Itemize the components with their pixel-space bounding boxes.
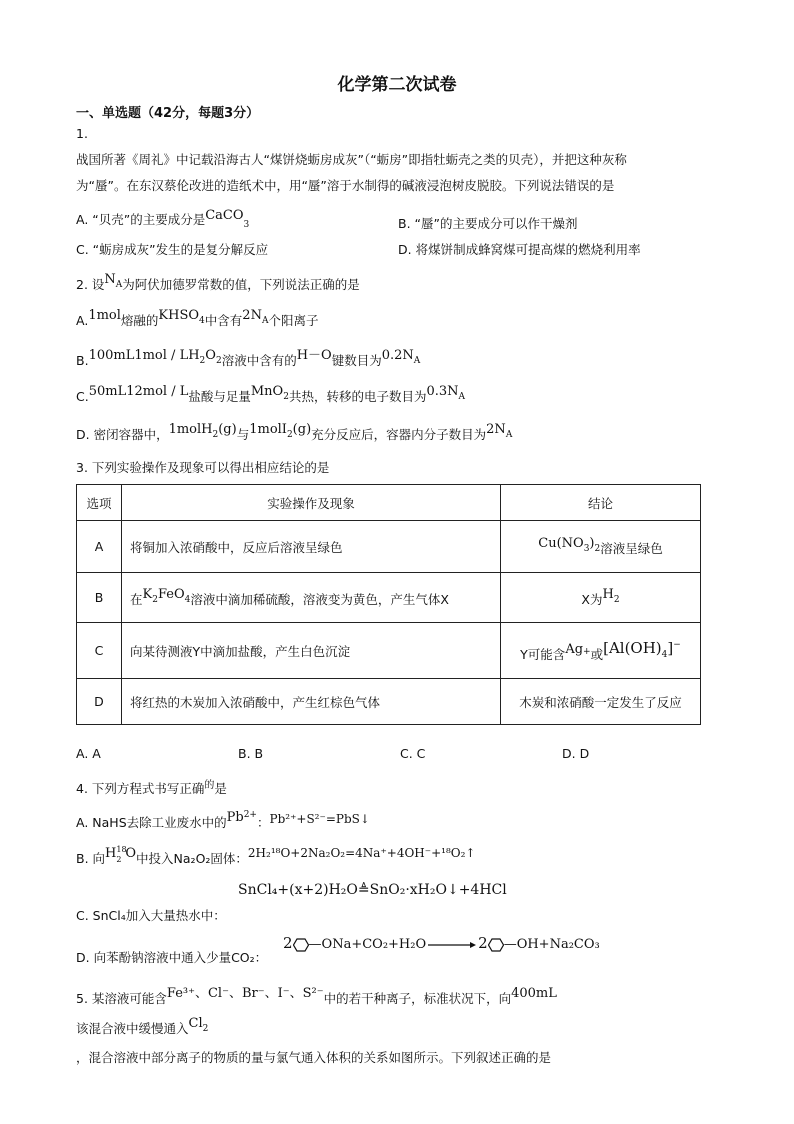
q4-option-d-equation: 2 —ONa+CO₂+H₂O 2 —OH+Na₂CO₃: [283, 934, 600, 952]
q1-option-d: D. 将煤饼制成蜂窝煤可提高煤的燃烧利用率: [398, 242, 641, 257]
q4-option-b: B. 向H 18 2 O中投入Na₂O₂固体：2H₂¹⁸O+2Na₂O₂=4Na⁺+4OH⁻+¹⁸O₂↑: [76, 845, 476, 866]
q3-option-c: C. C: [400, 746, 426, 761]
benzene-ring-icon: [488, 938, 504, 952]
q5-line3: ，混合溶液中部分离子的物质的量与氯气通入体积的关系如图所示。下列叙述正确的是: [76, 1050, 552, 1065]
q3-options: [76, 746, 724, 761]
q4-stem: 4. 下列方程式书写正确$^的$是: [76, 780, 227, 796]
header-operation: 实验操作及现象: [122, 485, 501, 521]
q1-option-a: A. “贝壳”的主要成分是CaCO$_3$: [76, 208, 250, 230]
q5-stem: 5. 某溶液可能含Fe³⁺、Cl⁻、Br⁻、I⁻、S²⁻中的若干种离子，标准状况下，向400mL: [76, 986, 557, 1006]
q3-option-d: D. D: [562, 746, 590, 761]
q2-option-b: $B.100mL1mol / LH^2O^2$溶液中含有的H－O键数目为$0.2N^A$: [76, 348, 421, 368]
page-title: 化学第二次试卷: [337, 75, 457, 95]
q4-option-a: A. NaHS去除工业废水中的$Pb^{2+}$：Pb²⁺+S²⁻=PbS↓: [76, 810, 370, 830]
q3-option-a: A. A: [76, 746, 101, 761]
q4-option-c-equation: SnCl₄+(x+2)H₂O≜SnO₂·xH₂O↓+4HCl: [238, 882, 507, 898]
q3-stem: 3. 下列实验操作及现象可以得出相应结论的是: [76, 460, 330, 475]
benzene-ring-icon: [293, 938, 309, 952]
header-conclusion: 结论: [501, 485, 701, 521]
q2-option-a: A.1mol熔融的KHSO$^4$中含有$2N^A$个阳离子: [76, 308, 319, 328]
q2-stem: 2. 设$N^A$为阿伏加德罗常数的值，下列说法正确的是: [76, 272, 360, 292]
q2-option-d: D. 密闭容器中，1molH$^2$(g)与1molI$^2$(g)充分反应后，容器内分子数目为$2N^A$: [76, 422, 513, 442]
table-row: A 将铜加入浓硝酸中，反应后溶液呈绿色 $Cu(NO^3)^2$溶液呈绿色: [77, 521, 701, 573]
header-option: 选项: [77, 485, 122, 521]
q1-stem-line1: 战国所著《周礼》中记载沿海古人“煤饼烧蛎房成灰”（“蛎房”即指牡蛎壳之类的贝壳），并把这种灰称: [76, 152, 627, 167]
table-header-row: [77, 485, 701, 521]
q1-number: 1.: [76, 126, 88, 141]
q2-option-c: C.50mL12mol / L盐酸与足量MnO$^2$共热，转移的电子数目为$0.3N^A$: [76, 384, 466, 404]
q4-option-d: D. 向苯酚钠溶液中通入少量CO₂：: [76, 950, 268, 965]
q4-option-c: C. SnCl₄加入大量热水中：: [76, 908, 226, 923]
q1-stem-line2: 为“蜃”。在东汉蔡伦改进的造纸术中，用“蜃”溶于水制得的碱液浸泡树皮脱胶。下列说法错误的是: [76, 178, 615, 193]
q1-option-b: B. “蜃”的主要成分可以作干燥剂: [398, 216, 578, 231]
q1-option-c: C. “蛎房成灰”发生的是复分解反应: [76, 242, 269, 257]
reaction-arrow-icon: [426, 940, 478, 950]
table-row: C 向某待测液Y中滴加盐酸，产生白色沉淀 Y可能含Ag+或[Al(OH)$^4$]−: [77, 623, 701, 679]
q3-option-b: B. B: [238, 746, 264, 761]
q5-line2: 该混合液中缓慢通入Cl$^2$: [76, 1016, 209, 1036]
table-row: D 将红热的木炭加入浓硝酸中，产生红棕色气体 木炭和浓硝酸一定发生了反应: [77, 679, 701, 725]
section-heading: 一、单选题（42分，每题3分）: [76, 106, 260, 121]
experiment-table: [76, 484, 701, 725]
table-row: B 在$K^2FeO^4$溶液中滴加稀硫酸，溶液变为黄色，产生气体X X为$H^2$: [77, 573, 701, 623]
